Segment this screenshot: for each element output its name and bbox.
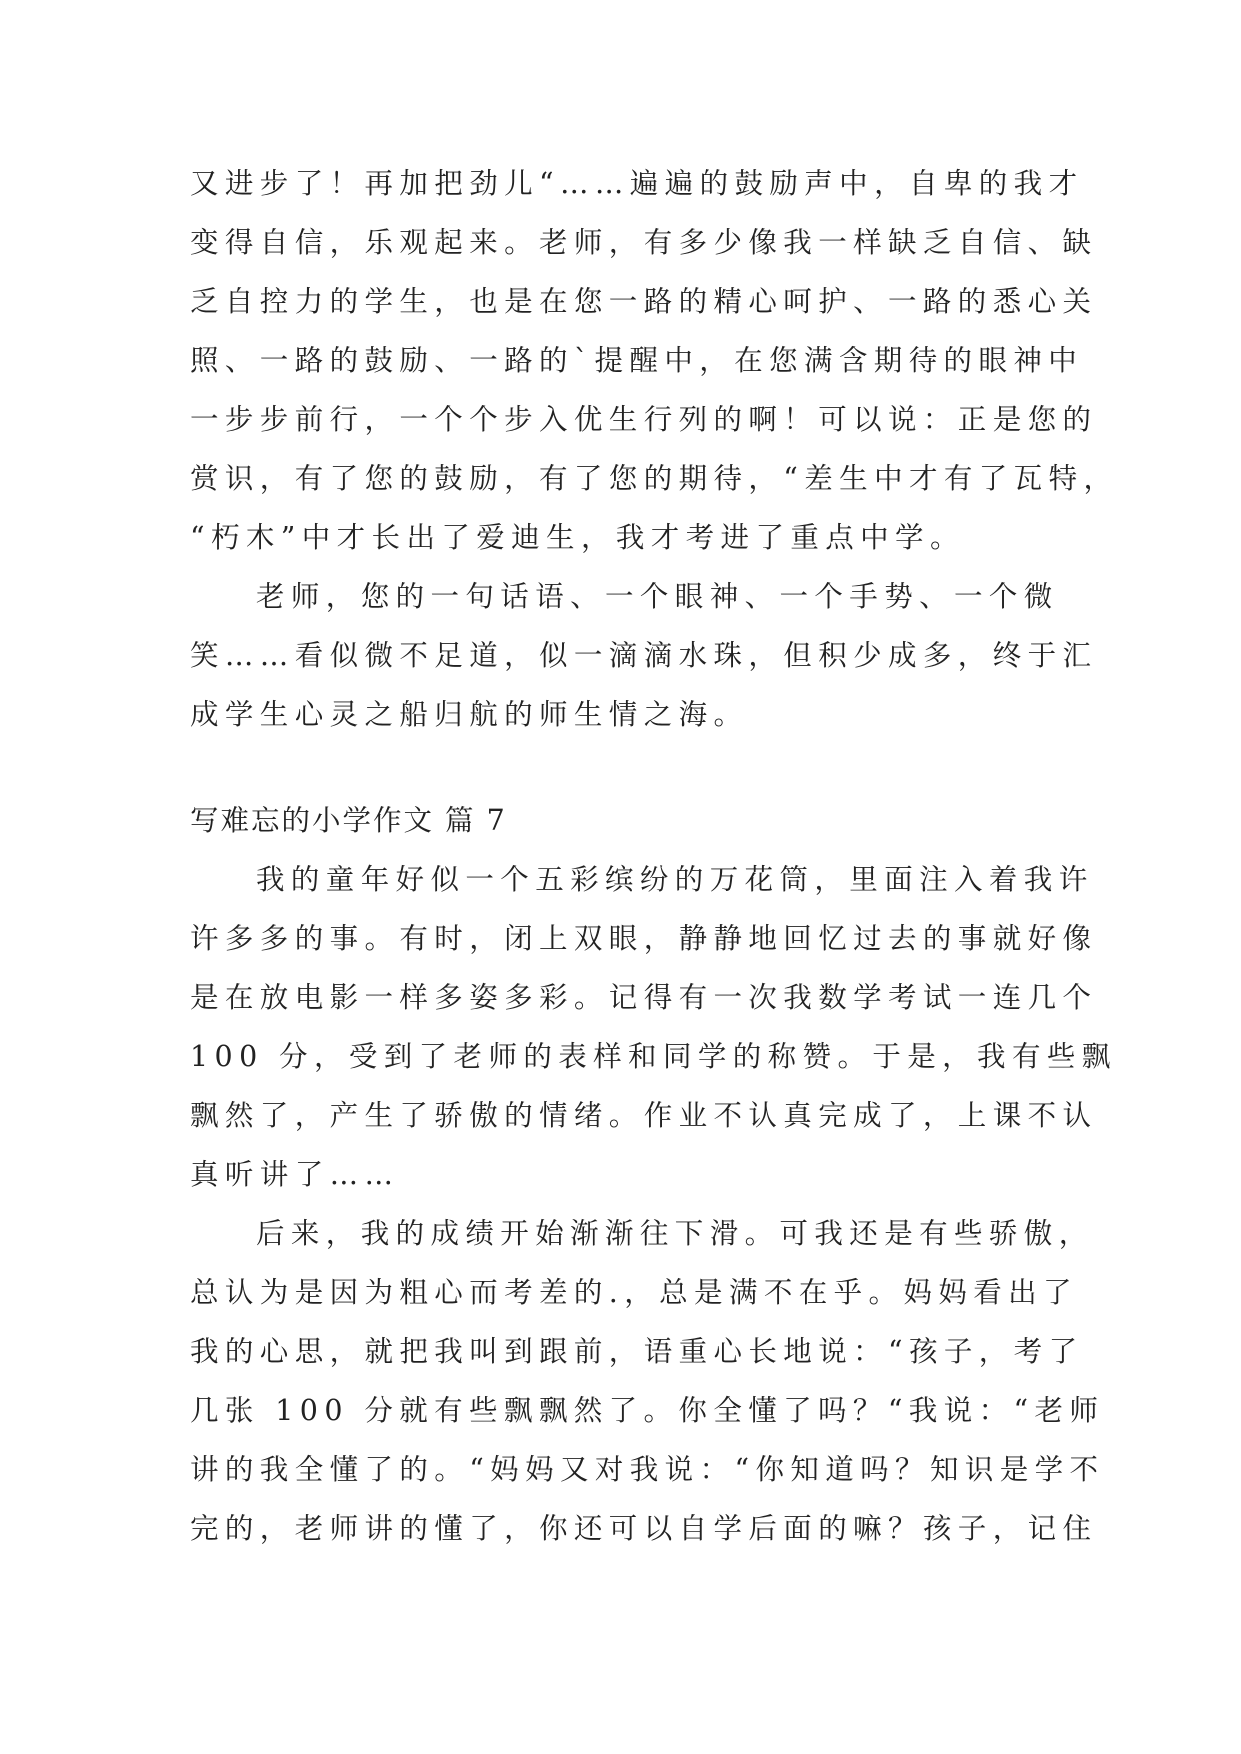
text-line: 总认为是因为粗心而考差的.，总是满不在乎。妈妈看出了: [190, 1276, 1078, 1309]
text-line: “朽木”中才长出了爱迪生，我才考进了重点中学。: [190, 521, 965, 554]
text-line: 飘然了，产生了骄傲的情绪。作业不认真完成了，上课不认: [190, 1099, 1098, 1132]
text-line: 赏识，有了您的鼓励，有了您的期待，“差生中才有了瓦特，: [190, 462, 1119, 495]
text-line: 乏自控力的学生，也是在您一路的精心呵护、一路的悉心关: [190, 285, 1098, 318]
text-line: 照、一路的鼓励、一路的`提醒中，在您满含期待的眼神中: [190, 344, 1084, 377]
text-line: 成学生心灵之船归航的师生情之海。: [190, 698, 749, 731]
text-line: 笑……看似微不足道，似一滴滴水珠，但积少成多，终于汇: [190, 639, 1098, 672]
text-line: 100 分，受到了老师的表样和同学的称赞。于是，我有些飘: [190, 1040, 1117, 1073]
text-line: 许多多的事。有时，闭上双眼，静静地回忆过去的事就好像: [190, 922, 1098, 955]
text-line: 完的，老师讲的懂了，你还可以自学后面的嘛？孩子，记住: [190, 1512, 1098, 1545]
section-heading: 写难忘的小学作文 篇 7: [190, 804, 507, 837]
text-line: 真听讲了……: [190, 1158, 400, 1191]
text-line: 老师，您的一句话语、一个眼神、一个手势、一个微: [256, 580, 1059, 613]
text-line: 几张 100 分就有些飘飘然了。你全懂了吗？“我说：“老师: [190, 1394, 1105, 1427]
text-line: 一步步前行，一个个步入优生行列的啊！可以说：正是您的: [190, 403, 1098, 436]
text-line: 是在放电影一样多姿多彩。记得有一次我数学考试一连几个: [190, 981, 1098, 1014]
text-line: 变得自信，乐观起来。老师，有多少像我一样缺乏自信、缺: [190, 226, 1098, 259]
text-line: 后来，我的成绩开始渐渐往下滑。可我还是有些骄傲，: [256, 1217, 1094, 1250]
text-line: 我的童年好似一个五彩缤纷的万花筒，里面注入着我许: [256, 863, 1094, 896]
text-line: 讲的我全懂了的。“妈妈又对我说：“你知道吗？知识是学不: [190, 1453, 1105, 1486]
text-line: 又进步了！再加把劲儿“……遍遍的鼓励声中，自卑的我才: [190, 167, 1084, 200]
text-line: 我的心思，就把我叫到跟前，语重心长地说：“孩子，考了: [190, 1335, 1084, 1368]
